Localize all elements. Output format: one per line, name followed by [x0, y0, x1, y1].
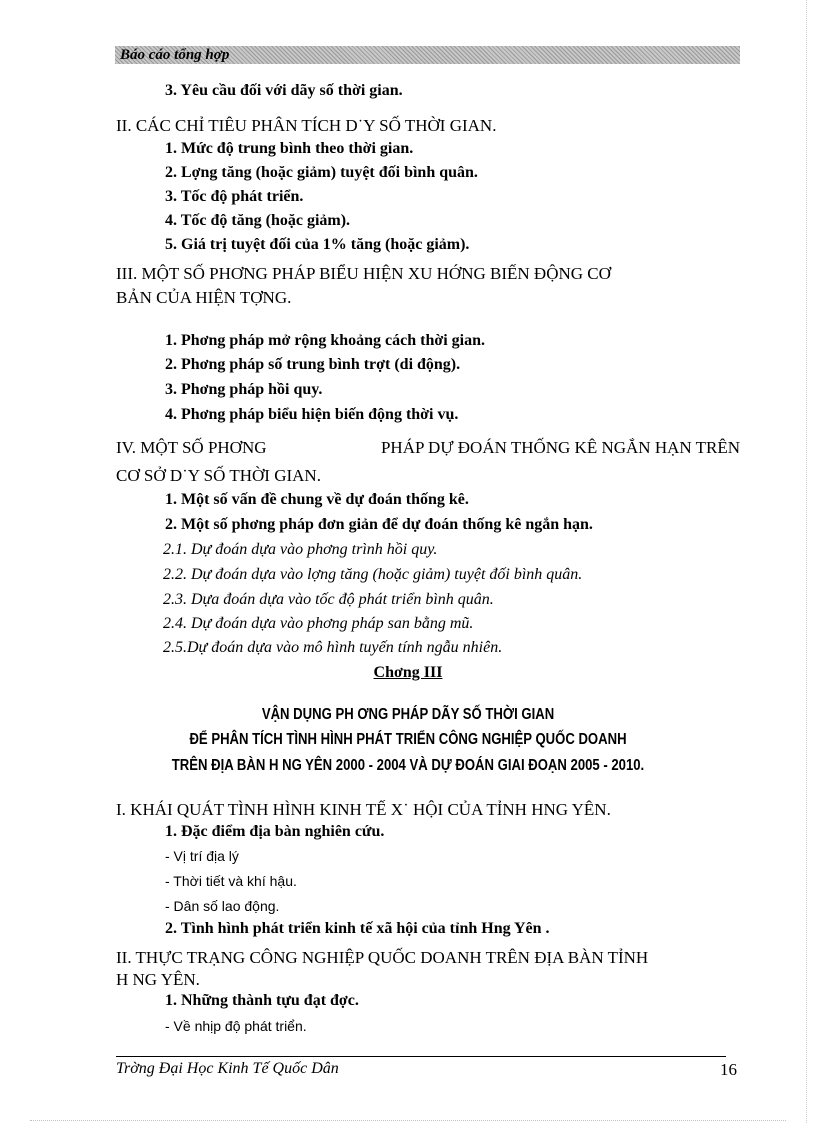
section-heading-cont: BẢN CỦA HIỆN TỢNG. [116, 288, 292, 307]
chapter-heading-line: VẬN DỤNG PH ƠNG PHÁP DÃY SỐ THỜI GIAN [261, 706, 555, 723]
section-heading: I. KHÁI QUÁT TÌNH HÌNH KINH TẾ X˙ HỘI CỦA TỈNH HNG YÊN. [116, 800, 611, 819]
chapter-heading-line: ĐỂ PHÂN TÍCH TÌNH HÌNH PHÁT TRIỂN CÔNG NGHIỆP QUỐC DOANH [189, 731, 627, 748]
section-heading-part: PHÁP DỰ ĐOÁN THỐNG KÊ NGẮN HẠN TRÊN [380, 438, 740, 457]
list-item: 3. Phơng pháp hồi quy. [165, 381, 323, 398]
bullet-item: - Thời tiết và khí hậu. [165, 873, 297, 889]
section-heading-cont: H NG YÊN. [116, 970, 200, 989]
sub-item: 2.1. Dự đoán dựa vào phơng trình hồi quy. [163, 541, 438, 558]
list-item: 4. Phơng pháp biểu hiện biến động thời vụ. [165, 406, 459, 423]
chapter-title: Chơng III [373, 664, 443, 681]
list-item: 1. Một số vấn đề chung về dự đoán thống kê. [165, 491, 469, 508]
list-item: 2. Phơng pháp số trung bình trợt (di động). [165, 356, 461, 373]
section-heading-part: II. THỰC TRẠNG CÔNG NGHIỆP QUỐC DOANH TRÊN ĐỊA BÀN TỈNH [116, 948, 649, 967]
bullet-item: - Dân số lao động. [165, 898, 280, 914]
list-item: 3. Tốc độ phát triển. [165, 188, 304, 205]
text-line: 3. Yêu cầu đối với dãy số thời gian. [165, 82, 403, 99]
sub-item: 2.5.Dự đoán dựa vào mô hình tuyến tính ngẫu nhiên. [163, 639, 503, 656]
list-item: 1. Mức độ trung bình theo thời gian. [165, 140, 414, 157]
section-heading: III. MỘT SỐ PHƠNG PHÁP BIỂU HIỆN XU HỚNG BIẾN ĐỘNG CƠ [116, 264, 611, 283]
list-item: 2. Một số phơng pháp đơn giản để dự đoán thống kê ngắn hạn. [165, 516, 593, 533]
list-item: 1. Đặc điểm địa bàn nghiên cứu. [165, 823, 385, 840]
footer-school: Trờng Đại Học Kinh Tế Quốc Dân [116, 1060, 339, 1077]
bullet-item: - Vị trí địa lý [165, 848, 239, 864]
list-item: 1. Phơng pháp mở rộng khoảng cách thời gian. [165, 332, 485, 349]
page-number: 16 [720, 1060, 737, 1079]
list-item: 2. Tình hình phát triển kinh tế xã hội của tỉnh Hng Yên . [165, 920, 550, 937]
page-header-bar [115, 46, 740, 64]
sub-item: 2.4. Dự đoán dựa vào phơng pháp san bằng mũ. [163, 615, 474, 632]
list-item: 4. Tốc độ tăng (hoặc giảm). [165, 212, 351, 229]
section-heading: II. CÁC CHỈ TIÊU PHÂN TÍCH D˙Y SỐ THỜI GIAN. [116, 116, 497, 135]
section-heading [116, 948, 740, 968]
section-heading-part: IV. MỘT SỐ PHƠNG [116, 438, 267, 457]
page-edge-dotted [30, 1120, 786, 1121]
sub-item: 2.3. Dựa đoán dựa vào tốc độ phát triển bình quân. [163, 591, 494, 608]
section-heading-cont: CƠ SỞ D˙Y SỐ THỜI GIAN. [116, 466, 321, 485]
sub-item: 2.2. Dự đoán dựa vào lợng tăng (hoặc giảm) tuyệt đối bình quân. [163, 566, 583, 583]
footer-rule [116, 1056, 726, 1057]
chapter-heading-line: TRÊN ĐỊA BÀN H NG YÊN 2000 - 2004 VÀ DỰ ĐOÁN GIAI ĐOẠN 2005 - 2010. [171, 757, 645, 774]
page-edge-vertical [806, 0, 807, 1123]
list-item: 1. Những thành tựu đạt đợc. [165, 992, 359, 1009]
page-header-title: Báo cáo tổng hợp [120, 47, 230, 63]
section-heading [116, 438, 740, 458]
bullet-item: - Về nhịp độ phát triển. [165, 1018, 307, 1034]
list-item: 2. Lợng tăng (hoặc giảm) tuyệt đối bình quân. [165, 164, 478, 181]
list-item: 5. Giá trị tuyệt đối của 1% tăng (hoặc giảm). [165, 236, 470, 253]
